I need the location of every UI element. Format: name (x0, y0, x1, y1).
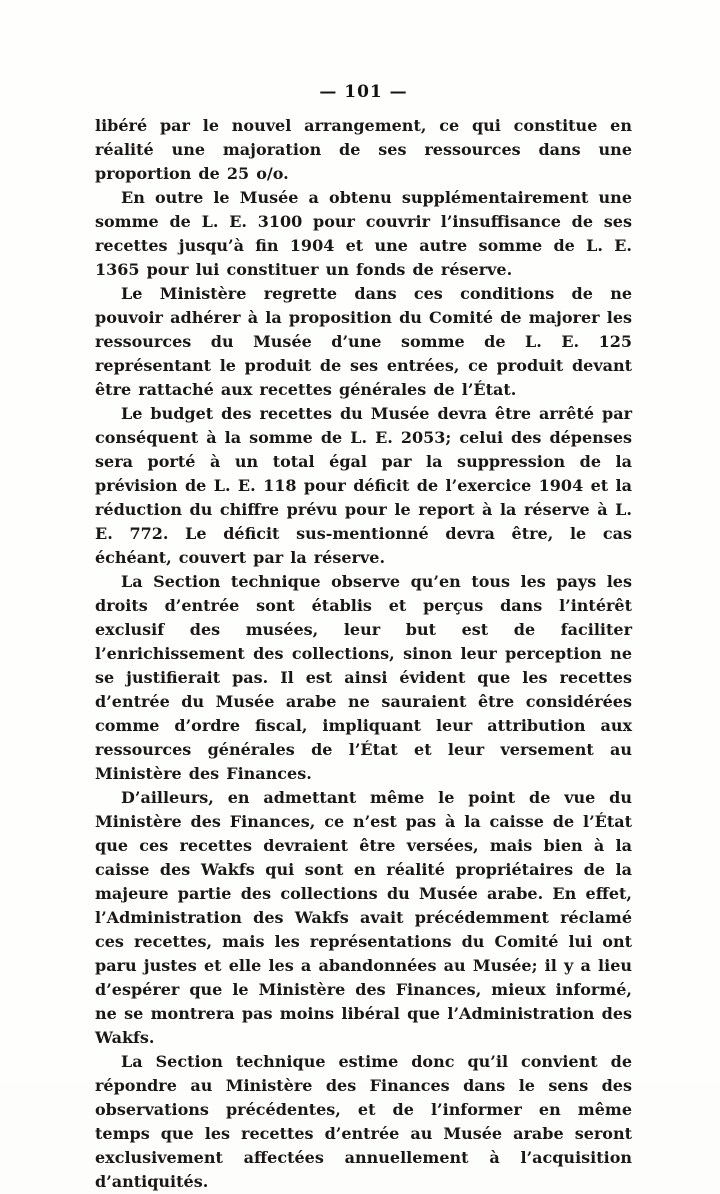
paragraph: La Section technique observe qu’en tous les pays les droits d’entrée sont établis et perçus dans l’intérêt exclusif des musées, leur but est de faciliter l’enrichissement des collections, sinon leur perception ne se justifierait pas. Il est ainsi évident que les recettes d’entrée du Musée arabe ne sauraient être considérées comme d’ordre fiscal, impliquant leur attribution aux ressources générales de l’État et leur versement au Ministère des Finances. (95, 572, 632, 783)
paragraph: Le budget des recettes du Musée devra être arrêté par conséquent à la somme de L. E. 2053; celui des dépenses sera porté à un total égal par la suppression de la prévision de L. E. 118 pour déficit de l’exercice 1904 et la réduction du chiffre prévu pour le report à la réserve à L. E. 772. Le déficit sus-mentionné devra être, le cas échéant, couvert par la réserve. (95, 404, 632, 567)
paragraph: En outre le Musée a obtenu supplémentairement une somme de L. E. 3100 pour couvrir l’insuffisance de ses recettes jusqu’à fin 1904 et une autre somme de L. E. 1365 pour lui constituer un fonds de réserve. (95, 188, 632, 279)
page-number: — 101 — (319, 82, 408, 102)
paragraph: Le Ministère regrette dans ces conditions de ne pouvoir adhérer à la proposition du Comité de majorer les ressources du Musée d’une somme de L. E. 125 représentant le produit de ses entrées, ce produit devant être rattaché aux recettes générales de l’État. (95, 284, 632, 399)
paragraph-continuation: libéré par le nouvel arrangement, ce qui constitue en réalité une majoration de ses ressources dans une proportion de 25 o/o. (95, 116, 632, 183)
paragraph: D’ailleurs, en admettant même le point de vue du Ministère des Finances, ce n’est pas à la caisse de l’État que ces recettes devraient être versées, mais bien à la caisse des Wakfs qui sont en réalité propriétaires de la majeure partie des collections du Musée arabe. En effet, l’Administration des Wakfs avait précédemment réclamé ces recettes, mais les représentations du Comité lui ont paru justes et elle les a abandonnées au Musée; il y a lieu d’espérer que le Ministère des Finances, mieux informé, ne se montrera pas moins libéral que l’Administration des Wakfs. (95, 788, 632, 1047)
body-text-block (95, 114, 632, 1194)
paragraph: La Section technique estime donc qu’il convient de répondre au Ministère des Finances dans le sens des observations précédentes, et de l’informer en même temps que les recettes d’entrée au Musée arabe seront exclusivement affectées annuellement à l’acquisition d’antiquités. (95, 1052, 632, 1191)
